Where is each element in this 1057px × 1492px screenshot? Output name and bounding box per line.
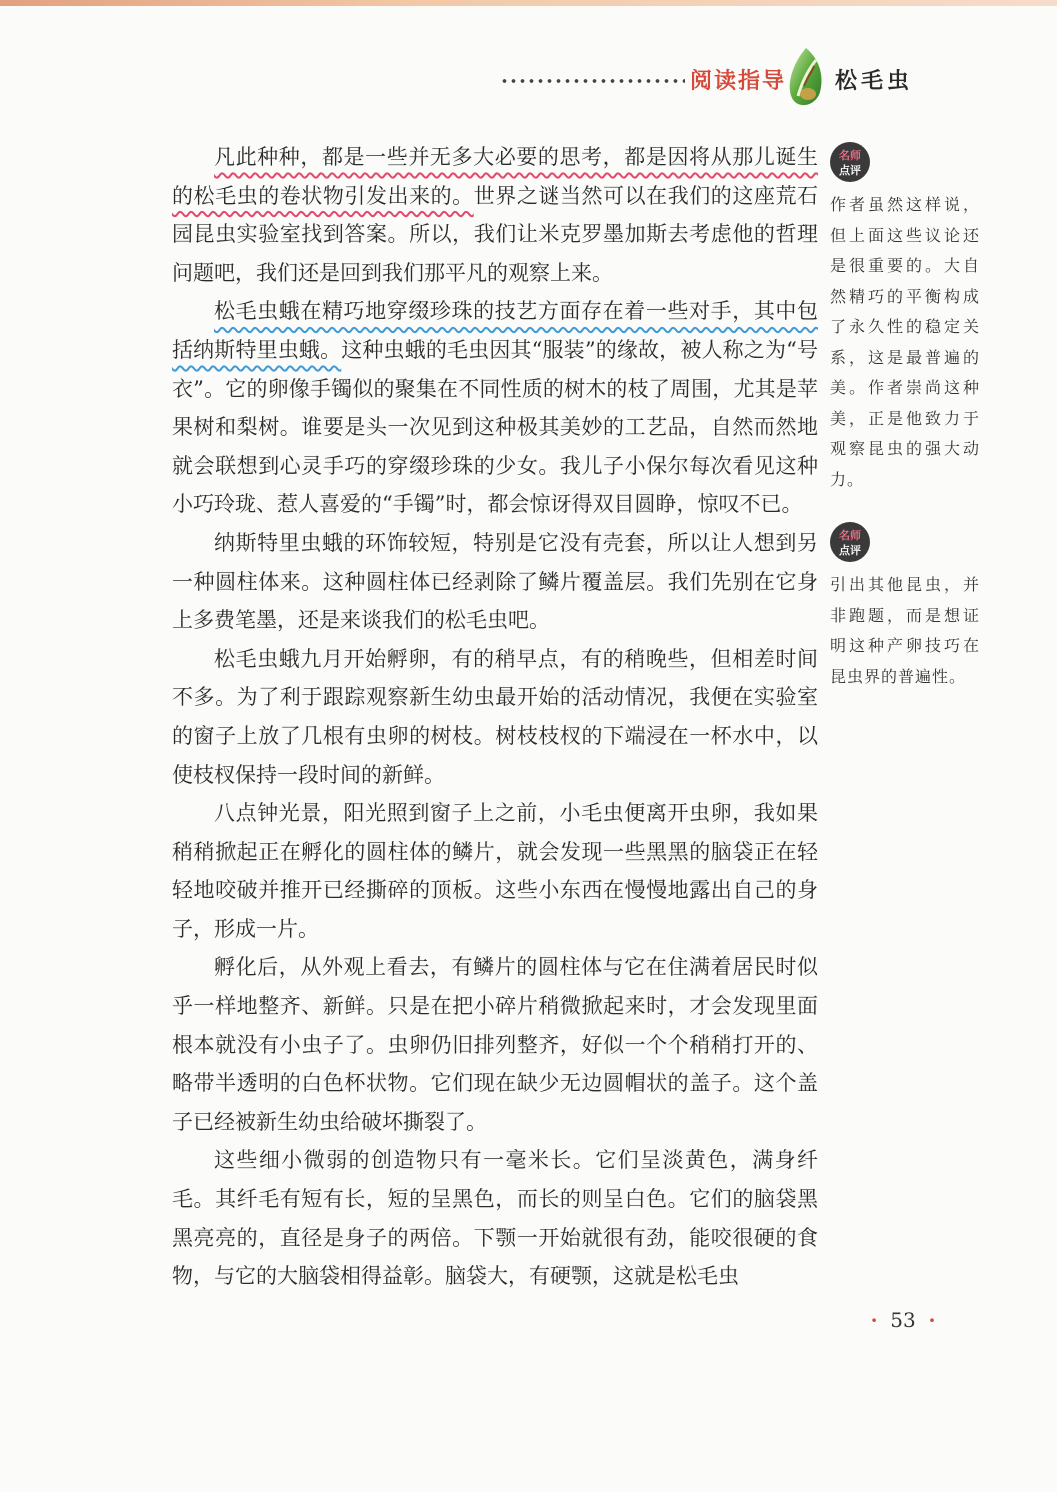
paragraph-5: 八点钟光景，阳光照到窗子上之前，小毛虫便离开虫卵，我如果稍稍掀起正在孵化的圆柱体的鳞片，就会发现一些黑黑的脑袋正在轻轻地咬破并推开已经撕碎的顶板。这些小东西在慢慢地露出自己的身子，形成一片。	[172, 801, 818, 941]
top-color-strip	[0, 0, 1057, 6]
badge-top-text: 名师	[839, 149, 861, 162]
side-note-1	[830, 142, 980, 495]
teacher-comment-badge	[830, 522, 870, 562]
header-guide-label: 阅读指导	[690, 69, 787, 94]
paragraph-1	[172, 138, 818, 292]
page-dot-left: ·	[870, 1308, 878, 1332]
side-note-2	[830, 522, 980, 692]
badge-bottom-text: 点评	[839, 544, 861, 557]
paragraph-2-rest: 这种虫蛾的毛虫因其“服装”的缘故，被人称之为“号衣”。它的卵像手镯似的聚集在不同性质的树木的枝了周围，尤其是苹果树和梨树。谁要是头一次见到这种极其美妙的工艺品，自然而然地就会联想到心灵手巧的穿缀珍珠的少女。我儿子小保尔每次看见这种小巧玲珑、惹人喜爱的“手镯”时，都会惊讶得双目圆睁，惊叹不已。	[172, 337, 818, 517]
running-header	[500, 62, 920, 102]
header-chapter-title: 松毛虫	[835, 69, 914, 94]
side-note-text: 引出其他昆虫，并非跑题，而是想证明这种产卵技巧在昆虫界的普遍性。	[830, 575, 980, 686]
paragraph-1-rest: 世界之谜当然可以在我们的这座荒石园昆虫实验室找到答案。所以，我们让米克罗墨加斯去考虑他的哲理问题吧，我们还是回到我们那平凡的观察上来。	[172, 183, 819, 285]
badge-top-text: 名师	[839, 529, 861, 542]
page-dot-right: ·	[928, 1308, 936, 1332]
paragraph-4: 松毛虫蛾九月开始孵卵，有的稍早点，有的稍晚些，但相差时间不多。为了利于跟踪观察新生幼虫最开始的活动情况，我便在实验室的窗子上放了几根有虫卵的树枝。树枝枝杈的下端浸在一杯水中，以使枝杈保持一段时间的新鲜。	[172, 646, 818, 787]
leaf-drop-icon	[786, 46, 826, 112]
header-dot-leader	[500, 78, 685, 84]
highlight-blue-underline: 松毛虫蛾在精巧地穿缀珍珠的技艺方面存在着一些对手，其中包括纳斯特里虫蛾。	[172, 299, 818, 362]
side-note-text: 作者虽然这样说，但上面这些议论还是很重要的。大自然精巧的平衡构成了永久性的稳定关系，这是最普遍的美。作者崇尚这种美，正是他致力于观察昆虫的强大动力。	[830, 195, 980, 489]
paragraph-7: 这些细小微弱的创造物只有一毫米长。它们呈淡黄色，满身纤毛。其纤毛有短有长，短的呈黑色，而长的则呈白色。它们的脑袋黑黑亮亮的，直径是身子的两倍。下颚一开始就很有劲，能咬很硬的食物，与它的大脑袋相得益彰。脑袋大，有硬颚，这就是松毛虫	[172, 1148, 818, 1289]
badge-bottom-text: 点评	[839, 164, 861, 177]
paragraph-2	[172, 292, 818, 524]
page-number-text: 53	[890, 1308, 916, 1332]
main-text	[172, 138, 818, 1296]
teacher-comment-badge	[830, 142, 870, 182]
paragraph-6: 孵化后，从外观上看去，有鳞片的圆柱体与它在住满着居民时似乎一样地整齐、新鲜。只是在把小碎片稍微掀起来时，才会发现里面根本就没有小虫子了。虫卵仍旧排列整齐，好似一个个稍稍打开的、略带半透明的白色杯状物。它们现在缺少无边圆帽状的盖子。这个盖子已经被新生幼虫给破坏撕裂了。	[172, 955, 818, 1134]
page-number	[858, 1308, 948, 1338]
paragraph-3: 纳斯特里虫蛾的环饰较短，特别是它没有壳套，所以让人想到另一种圆柱体来。这种圆柱体已经剥除了鳞片覆盖层。我们先别在它身上多费笔墨，还是来谈我们的松毛虫吧。	[172, 530, 818, 633]
highlight-red-underline: 凡此种种，都是一些并无多大必要的思考，都是因将从那儿诞生的松毛虫的卷状物引发出来的。	[172, 145, 818, 208]
